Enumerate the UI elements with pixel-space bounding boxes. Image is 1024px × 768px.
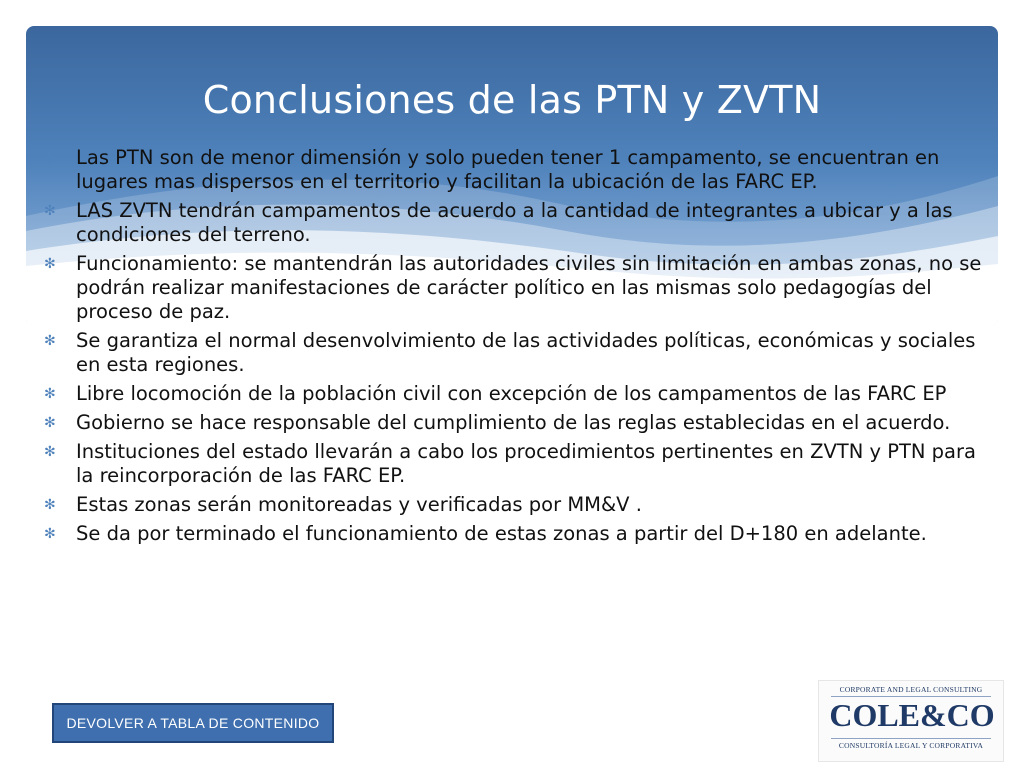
bullet-asterisk-icon: ✻ — [44, 203, 56, 219]
bullet-text: Gobierno se hace responsable del cumplimiento de las reglas establecidas en el acuerdo. — [76, 411, 951, 434]
bullet-asterisk-icon: ✻ — [44, 497, 56, 513]
bullet-item — [40, 199, 990, 247]
bullet-text: Instituciones del estado llevarán a cabo los procedimientos pertinentes en ZVTN y PTN para la reincorporación de las FARC EP. — [76, 440, 976, 487]
slide-title: Conclusiones de las PTN y ZVTN — [202, 78, 822, 122]
bullet-text: Se da por terminado el funcionamiento de estas zonas a partir del D+180 en adelante. — [76, 522, 927, 545]
bullet-item — [40, 329, 990, 377]
bullet-asterisk-icon: ✻ — [44, 444, 56, 460]
bullet-text: Las PTN son de menor dimensión y solo pueden tener 1 campamento, se encuentran en lugares mas dispersos en el territorio y facilitan la ubicación de las FARC EP. — [76, 146, 940, 193]
bullet-asterisk-icon: ✻ — [44, 415, 56, 431]
bullet-asterisk-icon: ✻ — [44, 256, 56, 272]
bullet-text: Estas zonas serán monitoreadas y verificadas por MM&V . — [76, 493, 642, 516]
bullet-item — [40, 382, 990, 406]
back-to-contents-button[interactable]: DEVOLVER A TABLA DE CONTENIDO — [52, 703, 334, 743]
bullet-text: LAS ZVTN tendrán campamentos de acuerdo a la cantidad de integrantes a ubicar y a las condiciones del terreno. — [76, 199, 953, 246]
company-logo — [818, 680, 1004, 762]
bullet-text: Funcionamiento: se mantendrán las autoridades civiles sin limitación en ambas zonas, no se podrán realizar manifestaciones de carácter político en las mismas solo pedagogías del proceso de paz. — [76, 252, 982, 323]
bullet-text: Se garantiza el normal desenvolvimiento de las actividades políticas, económicas y sociales en esta regiones. — [76, 329, 976, 376]
logo-bottom-text: CONSULTORÍA LEGAL Y CORPORATIVA — [838, 741, 984, 750]
bullet-text: Libre locomoción de la población civil con excepción de los campamentos de las FARC EP — [76, 382, 947, 405]
bullet-item — [40, 252, 990, 324]
bullet-item — [40, 146, 990, 194]
bullet-list — [40, 146, 990, 551]
logo-divider — [831, 738, 991, 739]
bullet-item — [40, 522, 990, 546]
bullet-asterisk-icon: ✻ — [44, 526, 56, 542]
bullet-item — [40, 411, 990, 435]
bullet-asterisk-icon: ✻ — [44, 333, 56, 349]
bullet-item — [40, 493, 990, 517]
bullet-asterisk-icon: ✻ — [44, 386, 56, 402]
logo-main-text: COLE&CO — [829, 697, 995, 733]
bullet-asterisk-icon: ✻ — [44, 150, 56, 166]
bullet-item — [40, 440, 990, 488]
logo-top-text: CORPORATE AND LEGAL CONSULTING — [839, 685, 983, 694]
